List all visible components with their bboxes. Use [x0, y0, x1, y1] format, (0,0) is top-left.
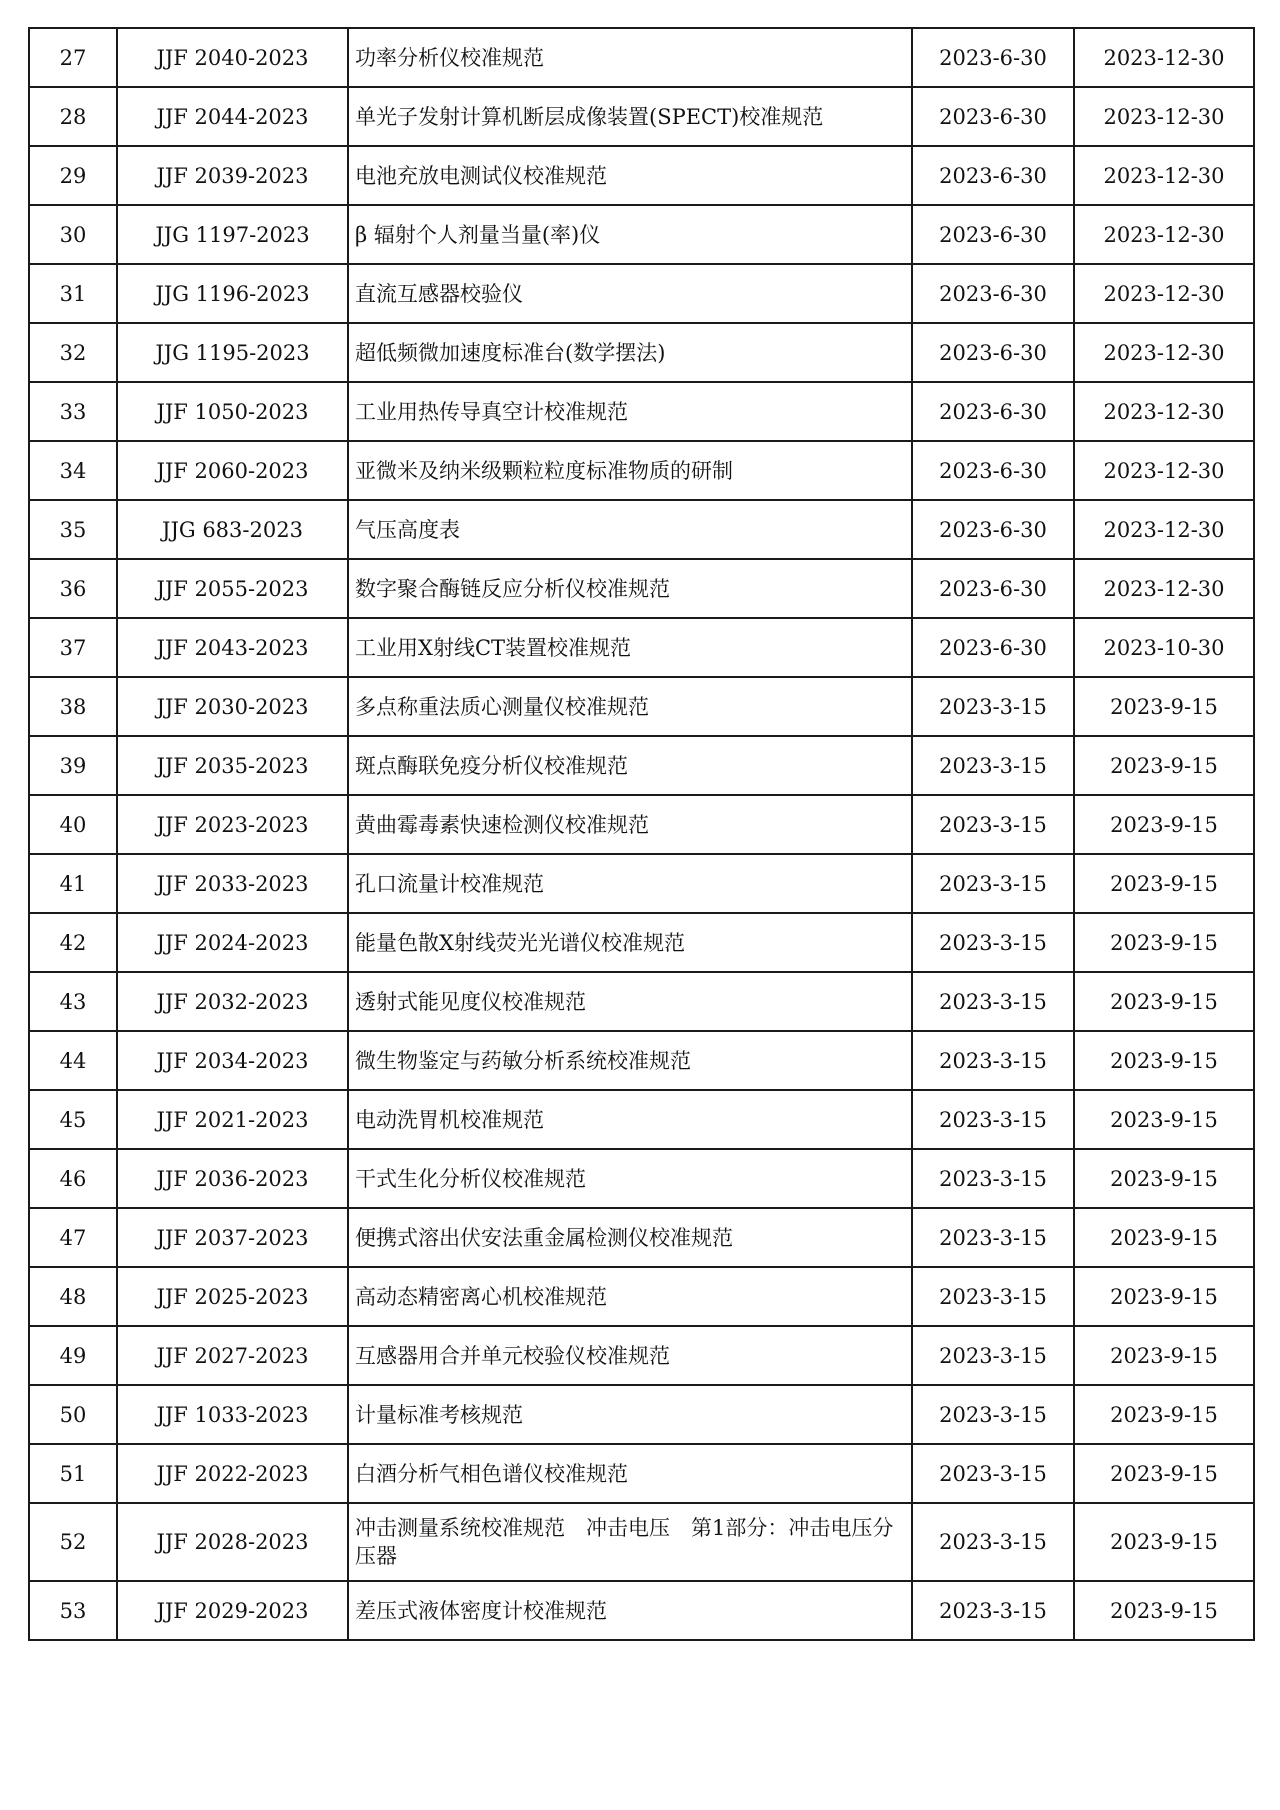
effective-date: 2023-12-30 — [1074, 323, 1254, 382]
row-number: 45 — [29, 1090, 117, 1149]
table-row — [29, 1503, 1254, 1581]
row-number: 51 — [29, 1444, 117, 1503]
publish-date: 2023-3-15 — [912, 1444, 1074, 1503]
effective-date: 2023-12-30 — [1074, 500, 1254, 559]
publish-date: 2023-3-15 — [912, 677, 1074, 736]
standard-code: JJF 2030-2023 — [117, 677, 348, 736]
row-number: 27 — [29, 28, 117, 87]
standard-code: JJF 2025-2023 — [117, 1267, 348, 1326]
table-row — [29, 736, 1254, 795]
publish-date: 2023-3-15 — [912, 1503, 1074, 1581]
standard-code: JJF 2044-2023 — [117, 87, 348, 146]
table-row — [29, 618, 1254, 677]
standard-name: 工业用热传导真空计校准规范 — [348, 382, 912, 441]
table-row — [29, 854, 1254, 913]
standard-name: 高动态精密离心机校准规范 — [348, 1267, 912, 1326]
publish-date: 2023-6-30 — [912, 559, 1074, 618]
table-row — [29, 205, 1254, 264]
publish-date: 2023-6-30 — [912, 264, 1074, 323]
effective-date: 2023-9-15 — [1074, 1503, 1254, 1581]
standard-code: JJF 2023-2023 — [117, 795, 348, 854]
table-row — [29, 500, 1254, 559]
table-row — [29, 146, 1254, 205]
standard-code: JJF 2037-2023 — [117, 1208, 348, 1267]
publish-date: 2023-6-30 — [912, 146, 1074, 205]
table-row — [29, 382, 1254, 441]
publish-date: 2023-3-15 — [912, 795, 1074, 854]
standard-name: 计量标准考核规范 — [348, 1385, 912, 1444]
effective-date: 2023-12-30 — [1074, 205, 1254, 264]
standard-name: 黄曲霉毒素快速检测仪校准规范 — [348, 795, 912, 854]
publish-date: 2023-6-30 — [912, 205, 1074, 264]
row-number: 48 — [29, 1267, 117, 1326]
row-number: 49 — [29, 1326, 117, 1385]
table-row — [29, 1385, 1254, 1444]
publish-date: 2023-3-15 — [912, 1208, 1074, 1267]
publish-date: 2023-3-15 — [912, 913, 1074, 972]
standard-code: JJF 2022-2023 — [117, 1444, 348, 1503]
standard-name: 互感器用合并单元校验仪校准规范 — [348, 1326, 912, 1385]
effective-date: 2023-9-15 — [1074, 972, 1254, 1031]
standard-code: JJF 2034-2023 — [117, 1031, 348, 1090]
standard-name: 差压式液体密度计校准规范 — [348, 1581, 912, 1640]
row-number: 30 — [29, 205, 117, 264]
effective-date: 2023-9-15 — [1074, 1090, 1254, 1149]
effective-date: 2023-12-30 — [1074, 441, 1254, 500]
row-number: 41 — [29, 854, 117, 913]
publish-date: 2023-3-15 — [912, 1385, 1074, 1444]
effective-date: 2023-12-30 — [1074, 87, 1254, 146]
row-number: 28 — [29, 87, 117, 146]
table-row — [29, 1208, 1254, 1267]
standard-name: 透射式能见度仪校准规范 — [348, 972, 912, 1031]
standards-table-body — [29, 28, 1254, 1640]
standard-name: 白酒分析气相色谱仪校准规范 — [348, 1444, 912, 1503]
table-row — [29, 972, 1254, 1031]
publish-date: 2023-6-30 — [912, 500, 1074, 559]
standard-name: 功率分析仪校准规范 — [348, 28, 912, 87]
effective-date: 2023-12-30 — [1074, 559, 1254, 618]
row-number: 39 — [29, 736, 117, 795]
standard-name: 超低频微加速度标准台(数学摆法) — [348, 323, 912, 382]
table-row — [29, 677, 1254, 736]
row-number: 38 — [29, 677, 117, 736]
row-number: 53 — [29, 1581, 117, 1640]
table-row — [29, 1444, 1254, 1503]
standards-table — [28, 27, 1255, 1641]
effective-date: 2023-9-15 — [1074, 1267, 1254, 1326]
table-row — [29, 1090, 1254, 1149]
row-number: 33 — [29, 382, 117, 441]
standard-code: JJF 2032-2023 — [117, 972, 348, 1031]
effective-date: 2023-9-15 — [1074, 1326, 1254, 1385]
row-number: 40 — [29, 795, 117, 854]
publish-date: 2023-6-30 — [912, 618, 1074, 677]
standard-code: JJF 2029-2023 — [117, 1581, 348, 1640]
row-number: 46 — [29, 1149, 117, 1208]
standard-name: 气压高度表 — [348, 500, 912, 559]
row-number: 47 — [29, 1208, 117, 1267]
publish-date: 2023-3-15 — [912, 1090, 1074, 1149]
row-number: 31 — [29, 264, 117, 323]
publish-date: 2023-6-30 — [912, 441, 1074, 500]
effective-date: 2023-9-15 — [1074, 1444, 1254, 1503]
standard-name: 能量色散X射线荧光光谱仪校准规范 — [348, 913, 912, 972]
publish-date: 2023-3-15 — [912, 972, 1074, 1031]
table-row — [29, 87, 1254, 146]
standard-name: 电动洗胃机校准规范 — [348, 1090, 912, 1149]
standard-code: JJF 2036-2023 — [117, 1149, 348, 1208]
publish-date: 2023-3-15 — [912, 736, 1074, 795]
table-row — [29, 264, 1254, 323]
row-number: 36 — [29, 559, 117, 618]
standard-name: 斑点酶联免疫分析仪校准规范 — [348, 736, 912, 795]
standard-name: 孔口流量计校准规范 — [348, 854, 912, 913]
table-row — [29, 323, 1254, 382]
table-row — [29, 1267, 1254, 1326]
row-number: 29 — [29, 146, 117, 205]
table-row — [29, 441, 1254, 500]
standard-code: JJG 683-2023 — [117, 500, 348, 559]
effective-date: 2023-9-15 — [1074, 1208, 1254, 1267]
row-number: 35 — [29, 500, 117, 559]
standard-code: JJF 2024-2023 — [117, 913, 348, 972]
table-row — [29, 913, 1254, 972]
row-number: 37 — [29, 618, 117, 677]
effective-date: 2023-9-15 — [1074, 677, 1254, 736]
standard-code: JJF 2028-2023 — [117, 1503, 348, 1581]
standard-name: 电池充放电测试仪校准规范 — [348, 146, 912, 205]
standard-name: 便携式溶出伏安法重金属检测仪校准规范 — [348, 1208, 912, 1267]
standard-code: JJF 2040-2023 — [117, 28, 348, 87]
standard-name: 数字聚合酶链反应分析仪校准规范 — [348, 559, 912, 618]
publish-date: 2023-6-30 — [912, 382, 1074, 441]
publish-date: 2023-3-15 — [912, 1581, 1074, 1640]
standard-name: 干式生化分析仪校准规范 — [348, 1149, 912, 1208]
standard-code: JJF 2035-2023 — [117, 736, 348, 795]
standard-code: JJF 2033-2023 — [117, 854, 348, 913]
publish-date: 2023-6-30 — [912, 323, 1074, 382]
table-row — [29, 1581, 1254, 1640]
effective-date: 2023-9-15 — [1074, 854, 1254, 913]
row-number: 42 — [29, 913, 117, 972]
standard-code: JJF 2027-2023 — [117, 1326, 348, 1385]
table-row — [29, 795, 1254, 854]
standard-code: JJF 1033-2023 — [117, 1385, 348, 1444]
standard-name: 单光子发射计算机断层成像装置(SPECT)校准规范 — [348, 87, 912, 146]
effective-date: 2023-10-30 — [1074, 618, 1254, 677]
row-number: 52 — [29, 1503, 117, 1581]
effective-date: 2023-9-15 — [1074, 795, 1254, 854]
standard-code: JJF 2055-2023 — [117, 559, 348, 618]
effective-date: 2023-9-15 — [1074, 736, 1254, 795]
standard-name: β 辐射个人剂量当量(率)仪 — [348, 205, 912, 264]
publish-date: 2023-3-15 — [912, 854, 1074, 913]
table-row — [29, 28, 1254, 87]
publish-date: 2023-3-15 — [912, 1031, 1074, 1090]
effective-date: 2023-9-15 — [1074, 1581, 1254, 1640]
publish-date: 2023-3-15 — [912, 1267, 1074, 1326]
publish-date: 2023-6-30 — [912, 87, 1074, 146]
standard-code: JJF 2039-2023 — [117, 146, 348, 205]
standard-name: 工业用X射线CT装置校准规范 — [348, 618, 912, 677]
table-row — [29, 1326, 1254, 1385]
standard-name: 冲击测量系统校准规范 冲击电压 第1部分：冲击电压分压器 — [348, 1503, 912, 1581]
standard-code: JJF 1050-2023 — [117, 382, 348, 441]
effective-date: 2023-12-30 — [1074, 146, 1254, 205]
effective-date: 2023-12-30 — [1074, 382, 1254, 441]
standard-code: JJG 1197-2023 — [117, 205, 348, 264]
effective-date: 2023-12-30 — [1074, 264, 1254, 323]
table-row — [29, 1149, 1254, 1208]
standard-name: 亚微米及纳米级颗粒粒度标准物质的研制 — [348, 441, 912, 500]
publish-date: 2023-3-15 — [912, 1326, 1074, 1385]
standard-code: JJG 1196-2023 — [117, 264, 348, 323]
row-number: 34 — [29, 441, 117, 500]
row-number: 50 — [29, 1385, 117, 1444]
standard-code: JJG 1195-2023 — [117, 323, 348, 382]
effective-date: 2023-9-15 — [1074, 1149, 1254, 1208]
standard-code: JJF 2043-2023 — [117, 618, 348, 677]
effective-date: 2023-9-15 — [1074, 1031, 1254, 1090]
table-row — [29, 559, 1254, 618]
row-number: 43 — [29, 972, 117, 1031]
standard-name: 微生物鉴定与药敏分析系统校准规范 — [348, 1031, 912, 1090]
standard-name: 多点称重法质心测量仪校准规范 — [348, 677, 912, 736]
publish-date: 2023-3-15 — [912, 1149, 1074, 1208]
row-number: 44 — [29, 1031, 117, 1090]
publish-date: 2023-6-30 — [912, 28, 1074, 87]
effective-date: 2023-12-30 — [1074, 28, 1254, 87]
row-number: 32 — [29, 323, 117, 382]
standard-code: JJF 2021-2023 — [117, 1090, 348, 1149]
standard-code: JJF 2060-2023 — [117, 441, 348, 500]
effective-date: 2023-9-15 — [1074, 913, 1254, 972]
table-row — [29, 1031, 1254, 1090]
effective-date: 2023-9-15 — [1074, 1385, 1254, 1444]
standard-name: 直流互感器校验仪 — [348, 264, 912, 323]
